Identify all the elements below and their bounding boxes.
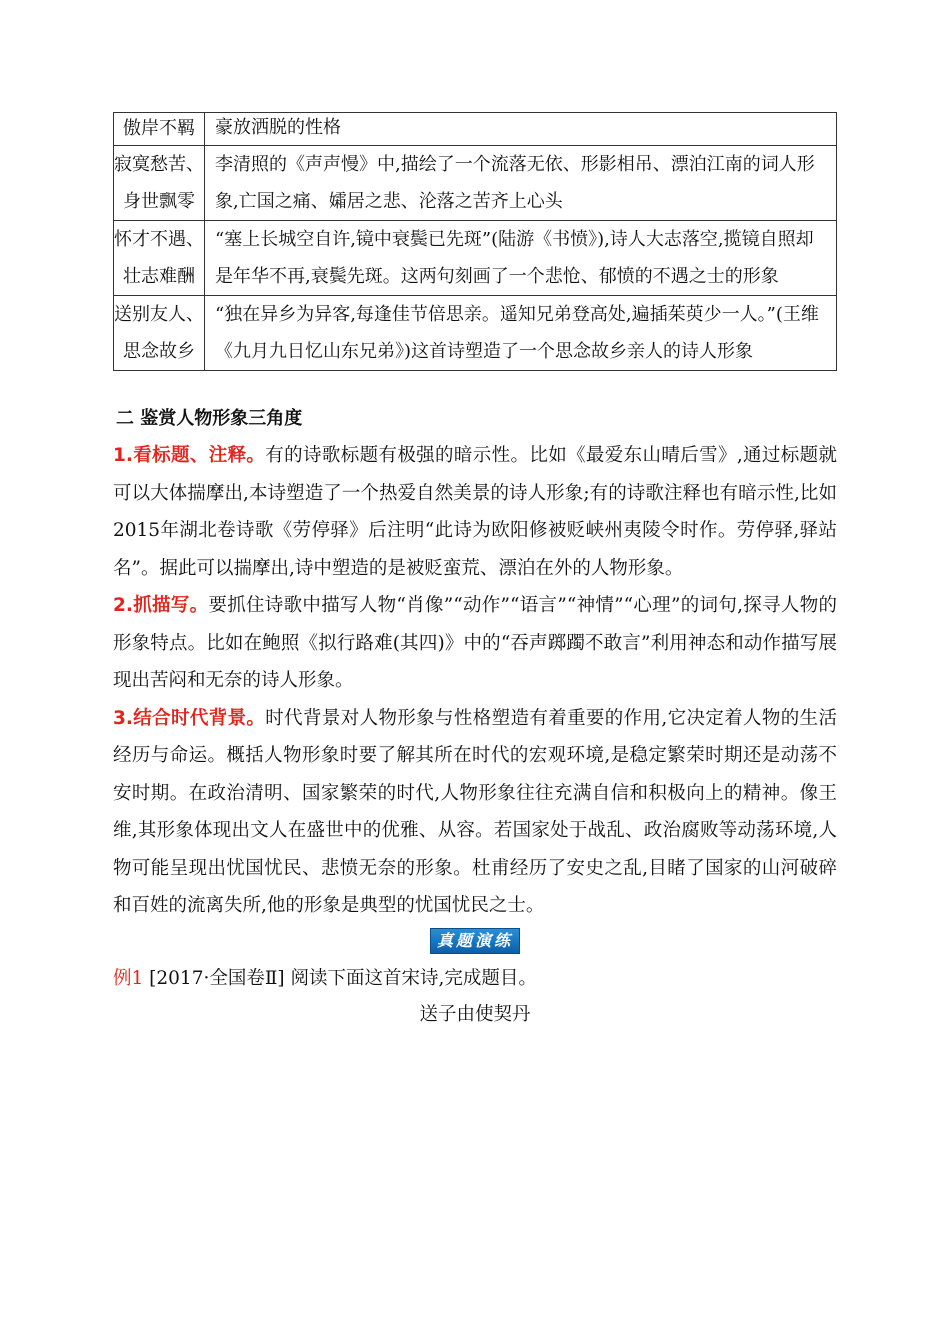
row-desc: “独在异乡为异客,每逢佳节倍思亲。遥知兄弟登高处,遍插茱萸少一人。”(王维《九月九日忆山东兄弟》)这首诗塑造了一个思念故乡亲人的诗人形象 xyxy=(205,296,837,371)
row-desc: “塞上长城空自许,镜中衰鬓已先斑”(陆游《书愤》),诗人大志落空,揽镜自照却是年华不再,衰鬓先斑。这两句刻画了一个悲怆、郁愤的不遇之士的形象 xyxy=(205,221,837,296)
image-type-table xyxy=(113,112,837,371)
practice-badge: 真题演练 xyxy=(430,928,520,954)
item-heading: 2.抓描写。 xyxy=(113,595,209,616)
table-row xyxy=(114,146,837,221)
row-label: 寂寞愁苦、身世飘零 xyxy=(114,146,205,221)
page xyxy=(113,112,837,1032)
poem-title: 送子由使契丹 xyxy=(419,1003,531,1025)
example-line xyxy=(113,962,837,996)
item-heading: 3.结合时代背景。 xyxy=(113,707,266,729)
table-row xyxy=(114,221,837,296)
practice-badge-wrap xyxy=(113,928,837,958)
example-label: 例1 xyxy=(113,967,144,989)
item-heading: 1.看标题、注释。 xyxy=(113,445,266,466)
row-label: 傲岸不羁 xyxy=(114,113,205,146)
section-item xyxy=(113,587,837,700)
section-item xyxy=(113,700,837,925)
row-desc: 李清照的《声声慢》中,描绘了一个流落无依、形影相吊、漂泊江南的词人形象,亡国之痛、孀居之悲、沦落之苦齐上心头 xyxy=(205,146,837,221)
example-text: 阅读下面这首宋诗,完成题目。 xyxy=(290,967,537,989)
item-body: 时代背景对人物形象与性格塑造有着重要的作用,它决定着人物的生活经历与命运。概括人物形象时要了解其所在时代的宏观环境,是稳定繁荣时期还是动荡不安时期。在政治清明、国家繁荣的时代,人物形象往往充满自信和积极向上的精神。像王维,其形象体现出文人在盛世中的优雅、从容。若国家处于战乱、政治腐败等动荡环境,人物可能呈现出忧国忧民、悲愤无奈的形象。杜甫经历了安史之乱,目睹了国家的山河破碎和百姓的流离失所,他的形象是典型的忧国忧民之士。 xyxy=(113,707,837,916)
row-label: 送别友人、思念故乡 xyxy=(114,296,205,371)
example-source: [2017·全国卷Ⅱ] xyxy=(149,967,285,989)
row-desc: 豪放洒脱的性格 xyxy=(205,113,837,146)
table-row xyxy=(114,113,837,146)
item-body: 要抓住诗歌中描写人物“肖像”“动作”“语言”“神情”“心理”的词句,探寻人物的形象特点。比如在鲍照《拟行路难(其四)》中的“吞声踯躅不敢言”利用神态和动作描写展现出苦闷和无奈的诗人形象。 xyxy=(113,595,838,691)
section-title: 二 鉴赏人物形象三角度 xyxy=(116,408,303,429)
table-row xyxy=(114,296,837,371)
item-body: 有的诗歌标题有极强的暗示性。比如《最爱东山晴后雪》,通过标题就可以大体揣摩出,本诗塑造了一个热爱自然美景的诗人形象;有的诗歌注释也有暗示性,比如2015年湖北卷诗歌《劳停驿》后注明“此诗为欧阳修被贬峡州夷陵令时作。劳停驿,驿站名”。据此可以揣摩出,诗中塑造的是被贬蛮荒、漂泊在外的人物形象。 xyxy=(113,445,837,579)
row-label: 怀才不遇、壮志难酬 xyxy=(114,221,205,296)
section-item xyxy=(113,437,837,587)
